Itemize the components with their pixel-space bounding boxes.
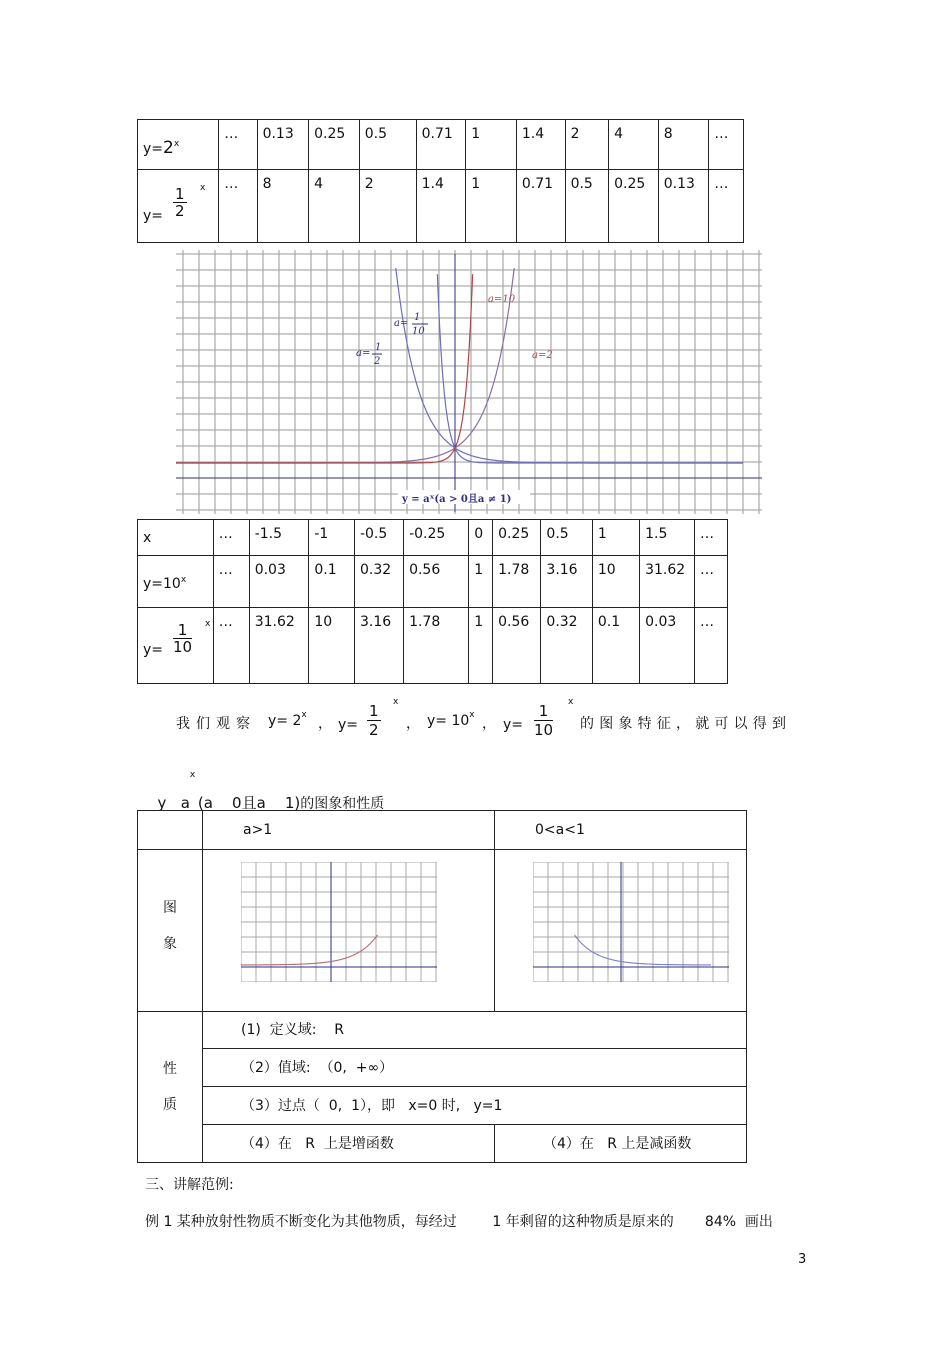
label-char: 性: [163, 1061, 177, 1077]
example-text: 例 1 某种放射性物质不断变化为其他物质，每经过 1 年剩留的这种物质是原来的 84% 画出: [145, 1214, 773, 1230]
label-exponent: x: [205, 619, 211, 629]
curve-a-10: [176, 274, 473, 463]
value-cell: 0.03: [249, 556, 309, 608]
value-cell: 10: [592, 556, 639, 608]
graph-caption: y = aˣ(a > 0且a ≠ 1): [402, 494, 512, 505]
label-prefix: y=: [143, 208, 164, 224]
label-prefix: y=: [143, 141, 164, 157]
fraction-numerator: 1: [173, 622, 192, 639]
table-row: [138, 608, 728, 684]
property-range: （2）值域: （0, +∞）: [203, 1049, 747, 1087]
value-cell: 1: [469, 608, 493, 684]
value-cell: -0.5: [354, 520, 403, 556]
fraction: [173, 622, 192, 655]
value-cell: -1.5: [249, 520, 309, 556]
value-cell: 0.56: [493, 608, 541, 684]
f3-exponent: x: [469, 710, 475, 720]
value-cell: 0.25: [493, 520, 541, 556]
ellipsis-cell: …: [219, 120, 257, 170]
value-cell: 0: [469, 520, 493, 556]
value-cell: 0.03: [640, 608, 695, 684]
property-decreasing: （4）在 R 上是减函数: [495, 1125, 747, 1163]
label-char: 质: [163, 1097, 177, 1113]
table-row: [138, 520, 728, 556]
para-f1: [268, 710, 307, 729]
fraction-numerator: 1: [175, 185, 185, 203]
table-row: [138, 1087, 747, 1125]
ellipsis-cell: …: [213, 520, 249, 556]
value-cell: 1.78: [404, 608, 469, 684]
value-cell: 0.56: [404, 556, 469, 608]
label-a-2: a=2: [532, 350, 553, 361]
table-row: [138, 811, 747, 850]
row-label-properties: [138, 1012, 203, 1163]
label-prefix: y=10: [143, 576, 181, 592]
row-label: [138, 170, 219, 243]
table-powers-of-10: [137, 519, 728, 684]
value-cell: 1.78: [493, 556, 541, 608]
page-number: 3: [798, 1252, 807, 1267]
graph-cell-increasing: [203, 850, 495, 1012]
table-row: [138, 1012, 747, 1049]
value-cell: 0.1: [309, 556, 355, 608]
ellipsis-cell: …: [695, 608, 728, 684]
line2-tail: 的图象和性质: [300, 796, 385, 812]
value-cell: 2: [359, 170, 416, 243]
para-f3: [427, 710, 475, 729]
f2-prefix: y=: [338, 717, 359, 733]
value-cell: 0.13: [658, 170, 709, 243]
table-row: [138, 850, 747, 1012]
label-a-tenth-prefix: a=: [394, 318, 409, 329]
value-cell: 0.5: [359, 120, 416, 170]
fraction-denominator: 10: [534, 721, 554, 739]
f4-exponent: x: [568, 697, 574, 707]
ellipsis-cell: …: [213, 556, 249, 608]
separator: ，: [406, 716, 420, 732]
property-domain: (1) 定义域: R: [203, 1012, 747, 1049]
label-exponent: x: [180, 575, 187, 585]
label-char: 象: [163, 935, 177, 952]
value-cell: 0.32: [354, 556, 403, 608]
value-cell: 0.71: [516, 170, 565, 243]
graph-increasing: [241, 862, 437, 982]
ellipsis-cell: …: [213, 608, 249, 684]
row-label: x: [138, 520, 214, 556]
fraction-denominator: 2: [175, 202, 185, 220]
table-row: [138, 170, 744, 243]
row-label: [138, 120, 219, 170]
curve-increasing: [241, 935, 378, 965]
graph-decreasing: [533, 862, 729, 982]
line2-condition: (a 0且a 1): [197, 794, 301, 812]
line2-exponent: x: [189, 770, 196, 780]
f2-fraction: [367, 702, 381, 739]
f1-text: y= 2: [268, 713, 302, 729]
separator: ，: [318, 716, 332, 732]
observation-paragraph: [0, 697, 950, 760]
fraction-denominator: 10: [173, 638, 193, 656]
graph-cell-decreasing: [495, 850, 747, 1012]
separator: ，: [482, 716, 496, 732]
header-a-gt-1: a>1: [203, 811, 495, 850]
table-powers-of-2: [137, 119, 744, 243]
value-cell: 0.1: [592, 608, 639, 684]
section-heading: 三、讲解范例:: [145, 1177, 234, 1193]
value-cell: 0.32: [541, 608, 592, 684]
table-row: [138, 556, 728, 608]
label-prefix: y=: [143, 642, 164, 658]
properties-table: [137, 810, 747, 1163]
f1-exponent: x: [301, 710, 307, 720]
property-point: （3）过点（ 0, 1），即 x=0 时, y=1: [203, 1087, 747, 1125]
label-a-half-den: 2: [374, 356, 381, 367]
ellipsis-cell: …: [219, 170, 257, 243]
value-cell: 0.71: [416, 120, 466, 170]
label-a-half-num: 1: [375, 342, 382, 353]
value-cell: 4: [609, 120, 659, 170]
value-cell: 10: [309, 608, 355, 684]
value-cell: 0.25: [309, 120, 360, 170]
value-cell: 1.4: [416, 170, 466, 243]
value-cell: 8: [658, 120, 709, 170]
ellipsis-cell: …: [695, 520, 728, 556]
label-a-tenth-num: 1: [414, 312, 421, 323]
label-a-tenth-den: 10: [412, 326, 425, 337]
row-label-graph: [138, 850, 203, 1012]
observation-line-2: [148, 770, 385, 813]
line2-formula: y a: [157, 794, 190, 812]
value-cell: 31.62: [640, 556, 695, 608]
value-cell: 31.62: [249, 608, 309, 684]
table-row: [138, 1125, 747, 1163]
value-cell: 0.5: [541, 520, 592, 556]
value-cell: 8: [257, 170, 309, 243]
row-label: [138, 608, 214, 684]
ellipsis-cell: …: [709, 170, 744, 243]
value-cell: 1: [466, 170, 517, 243]
header-a-lt-1: 0<a<1: [495, 811, 747, 850]
value-cell: 0.13: [257, 120, 309, 170]
exponential-graph: [176, 250, 762, 514]
label-char: 图: [163, 899, 177, 916]
table-row: [138, 120, 744, 170]
curve-decreasing: [575, 935, 712, 965]
fraction-denominator: 2: [369, 721, 379, 739]
fraction-numerator: 1: [369, 702, 379, 720]
label-a-half-prefix: a=: [356, 348, 371, 359]
value-cell: -1: [309, 520, 355, 556]
f4-prefix: y=: [503, 717, 524, 733]
f2-exponent: x: [393, 697, 399, 707]
ellipsis-cell: …: [709, 120, 744, 170]
property-increasing: （4）在 R 上是增函数: [203, 1125, 495, 1163]
value-cell: 1: [592, 520, 639, 556]
table-row: [138, 1049, 747, 1087]
ellipsis-cell: …: [695, 556, 728, 608]
header-empty-cell: [138, 811, 203, 850]
para-tail: 的图象特征，就可以得到: [580, 716, 792, 732]
para-intro: 我们观察: [176, 716, 256, 732]
curve-a-tenth: [437, 274, 743, 463]
value-cell: 1: [469, 556, 493, 608]
value-cell: 1: [466, 120, 517, 170]
label-exponent: x: [173, 139, 180, 149]
value-cell: 1.5: [640, 520, 695, 556]
fraction-numerator: 1: [534, 702, 553, 721]
value-cell: 0.25: [609, 170, 659, 243]
value-cell: 0.5: [565, 170, 609, 243]
value-cell: 2: [565, 120, 609, 170]
value-cell: 3.16: [354, 608, 403, 684]
f3-text: y= 10: [427, 713, 470, 729]
value-cell: 3.16: [541, 556, 592, 608]
label-exponent: x: [200, 183, 206, 193]
value-cell: -0.25: [404, 520, 469, 556]
f4-fraction: [534, 702, 553, 739]
fraction: [173, 186, 187, 219]
label-base: 2: [163, 138, 174, 158]
row-label: [138, 556, 214, 608]
value-cell: 1.4: [516, 120, 565, 170]
value-cell: 4: [309, 170, 360, 243]
label-a-10: a=10: [488, 294, 516, 305]
